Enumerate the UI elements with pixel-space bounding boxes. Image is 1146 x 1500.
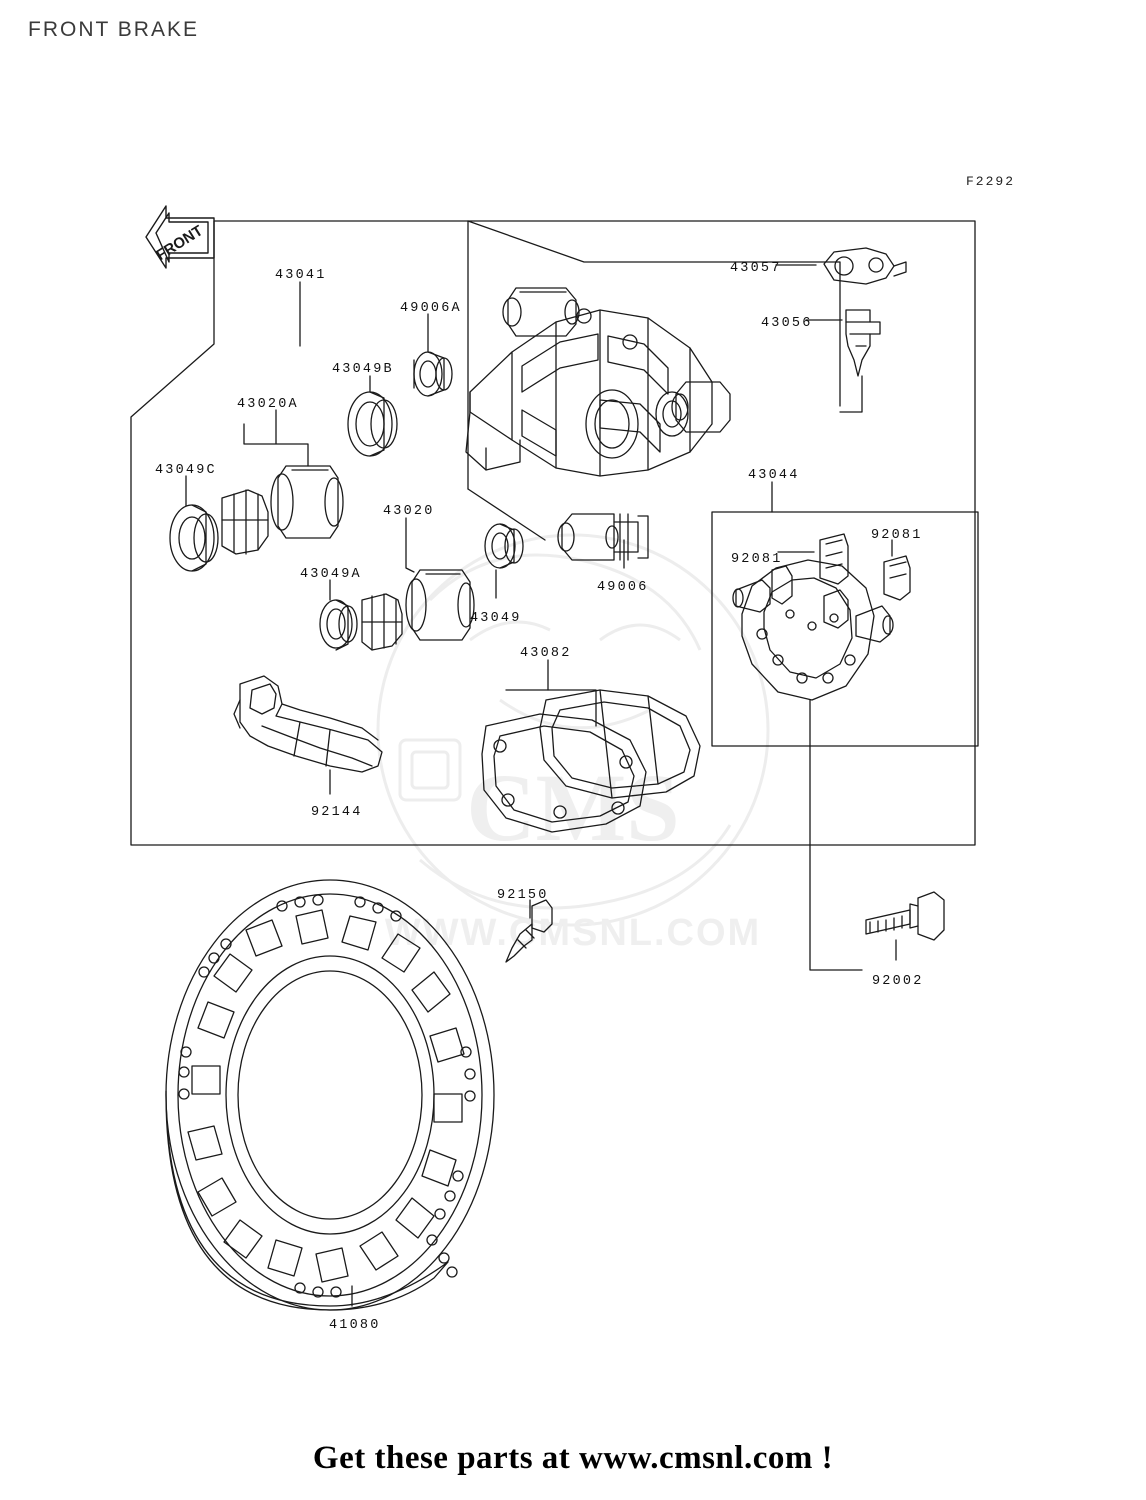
callout-92081-left[interactable]: 92081 bbox=[731, 552, 783, 567]
callout-49006A[interactable]: 49006A bbox=[400, 301, 462, 316]
callout-49006[interactable]: 49006 bbox=[597, 580, 649, 595]
svg-text:FRONT: FRONT bbox=[153, 222, 207, 265]
callout-43044[interactable]: 43044 bbox=[748, 468, 800, 483]
callout-43020A[interactable]: 43020A bbox=[237, 397, 299, 412]
callout-43049B[interactable]: 43049B bbox=[332, 362, 394, 377]
callout-92081-right[interactable]: 92081 bbox=[871, 528, 923, 543]
callout-92150[interactable]: 92150 bbox=[497, 888, 549, 903]
callout-43049[interactable]: 43049 bbox=[470, 611, 522, 626]
callout-43057[interactable]: 43057 bbox=[730, 261, 782, 276]
callout-43041[interactable]: 43041 bbox=[275, 268, 327, 283]
footer-cta[interactable]: Get these parts at www.cmsnl.com ! bbox=[312, 1440, 834, 1476]
svg-text:CMS: CMS bbox=[466, 754, 680, 861]
callout-43056[interactable]: 43056 bbox=[761, 316, 813, 331]
callout-43020[interactable]: 43020 bbox=[383, 504, 435, 519]
page-title: FRONT BRAKE bbox=[28, 18, 199, 41]
callout-92144[interactable]: 92144 bbox=[311, 805, 363, 820]
callout-43049C[interactable]: 43049C bbox=[155, 463, 217, 478]
figure-code: F2292 bbox=[966, 174, 1016, 189]
callout-43082[interactable]: 43082 bbox=[520, 646, 572, 661]
svg-text:WWW.CMSNL.COM: WWW.CMSNL.COM bbox=[384, 912, 762, 954]
callout-43049A[interactable]: 43049A bbox=[300, 567, 362, 582]
callout-41080[interactable]: 41080 bbox=[329, 1318, 381, 1333]
callout-92002[interactable]: 92002 bbox=[872, 974, 924, 989]
